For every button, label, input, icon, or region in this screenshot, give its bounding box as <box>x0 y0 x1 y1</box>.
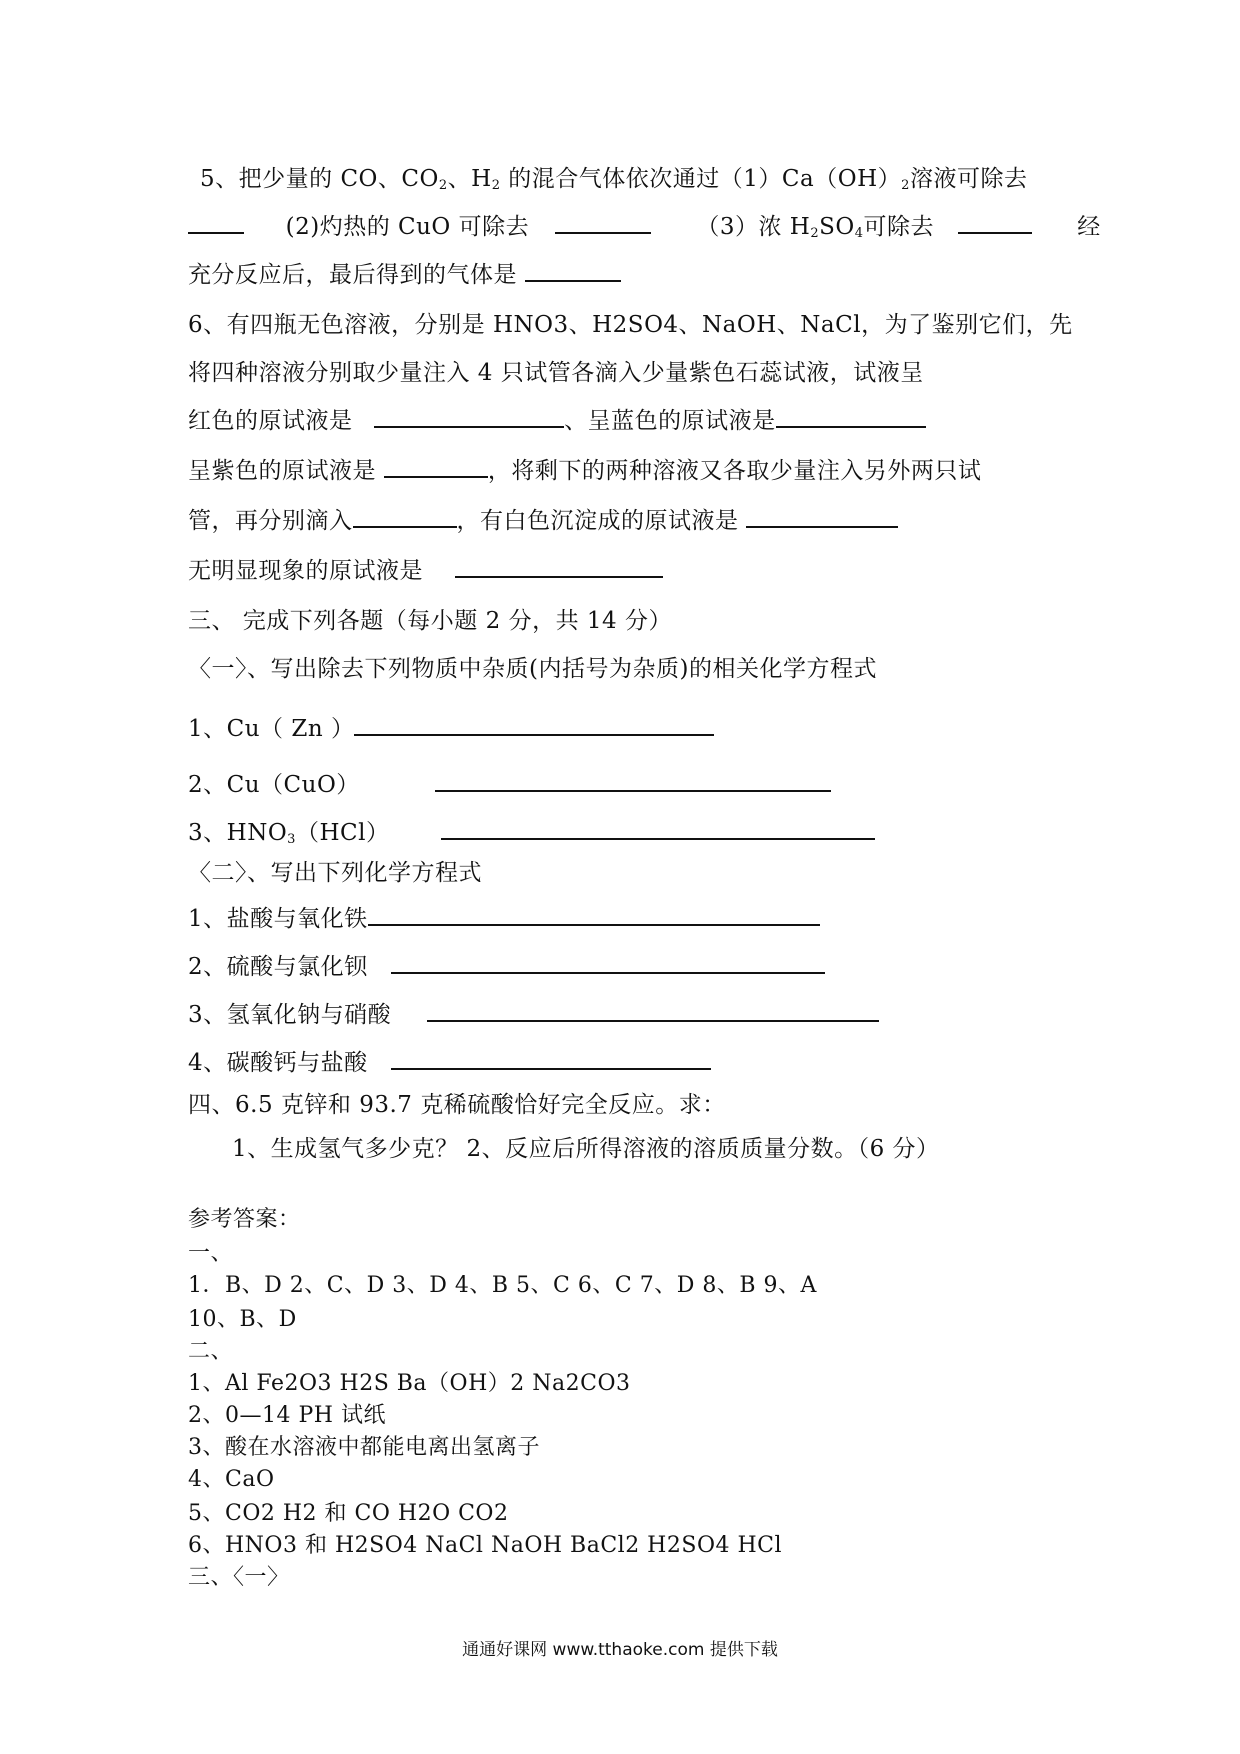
answer-blank[interactable] <box>384 456 488 478</box>
section-3-item-2: 2、Cu（CuO） <box>188 766 831 799</box>
section-3-eq-4: 4、碳酸钙与盐酸 <box>188 1044 711 1077</box>
answers-two-5: 5、CO2 H2 和 CO H2O CO2 <box>188 1501 509 1526</box>
answers-two-1: 1、Al Fe2O3 H2S Ba（OH）2 Na2CO3 <box>188 1371 631 1396</box>
answer-blank[interactable] <box>427 1000 879 1022</box>
section-3-eq-1: 1、盐酸与氧化铁 <box>188 900 820 933</box>
answer-blank[interactable] <box>455 556 663 578</box>
section-3-sub-1: 〈一〉、写出除去下列物质中杂质(内括号为杂质)的相关化学方程式 <box>188 656 877 682</box>
answer-blank[interactable] <box>368 904 820 926</box>
section-3-eq-3: 3、氢氧化钠与硝酸 <box>188 996 879 1029</box>
answer-blank[interactable] <box>525 260 621 282</box>
page-footer: 通通好课网 www.tthaoke.com 提供下载 <box>462 1640 778 1660</box>
section-4-line-2: 1、生成氢气多少克？ 2、反应后所得溶液的溶质质量分数。（6 分） <box>232 1136 940 1162</box>
section-3-eq-2: 2、硫酸与氯化钡 <box>188 948 825 981</box>
answer-blank[interactable] <box>391 952 825 974</box>
answers-two-2: 2、0—14 PH 试纸 <box>188 1403 386 1428</box>
answer-blank[interactable] <box>441 818 875 840</box>
q6-line-3: 红色的原试液是 、呈蓝色的原试液是 <box>188 402 926 435</box>
answers-three: 三、〈一〉 <box>188 1565 290 1590</box>
answers-two: 二、 <box>188 1339 234 1364</box>
answer-blank[interactable] <box>435 770 831 792</box>
section-3-title: 三、 完成下列各题（每小题 2 分，共 14 分） <box>188 608 672 634</box>
q6-line-6: 无明显现象的原试液是 <box>188 552 663 585</box>
answers-title: 参考答案： <box>188 1207 301 1232</box>
answer-blank[interactable] <box>354 714 714 736</box>
answers-one: 一、 <box>188 1241 234 1266</box>
answers-one-line-2: 10、B、D <box>188 1307 297 1332</box>
answer-blank[interactable] <box>746 506 898 528</box>
section-3-sub-2: 〈二〉、写出下列化学方程式 <box>188 860 482 886</box>
answer-blank[interactable] <box>188 212 244 234</box>
q6-line-5: 管，再分别滴入 ，有白色沉淀成的原试液是 <box>188 502 898 535</box>
q5-line-3: 充分反应后，最后得到的气体是 <box>188 256 621 289</box>
answer-blank[interactable] <box>555 212 651 234</box>
answer-blank[interactable] <box>776 406 926 428</box>
section-3-item-1: 1、Cu（ Zn ） <box>188 710 714 743</box>
answers-two-6: 6、HNO3 和 H2SO4 NaCl NaOH BaCl2 H2SO4 HCl <box>188 1533 783 1558</box>
answers-two-3: 3、酸在水溶液中都能电离出氢离子 <box>188 1435 540 1460</box>
q5-line-2: (2)灼热的 CuO 可除去 （3）浓 $H_2SO_4$可除去 经 <box>188 208 1101 241</box>
answer-blank[interactable] <box>958 212 1032 234</box>
answer-blank[interactable] <box>374 406 564 428</box>
section-4-line-1: 四、6.5 克锌和 93.7 克稀硫酸恰好完全反应。求： <box>188 1092 726 1118</box>
section-3-item-3: 3、$HNO_3(HCl)$ <box>188 814 875 847</box>
answers-one-line-1: 1．B、D 2、C、D 3、D 4、B 5、C 6、C 7、D 8、B 9、A <box>188 1273 817 1298</box>
q5-line-1: 5、把少量的 CO、$CO_2$、$H_2$ 的混合气体依次通过$(1)Ca(OH)_2$溶液可除去 <box>200 166 1028 193</box>
q6-line-2: 将四种溶液分别取少量注入 4 只试管各滴入少量紫色石蕊试液，试液呈 <box>188 360 924 386</box>
q6-line-4: 呈紫色的原试液是 ，将剩下的两种溶液又各取少量注入另外两只试 <box>188 458 982 484</box>
answer-blank[interactable] <box>391 1048 711 1070</box>
answer-blank[interactable] <box>353 506 457 528</box>
answers-two-4: 4、CaO <box>188 1467 275 1492</box>
q6-line-1: 6、有四瓶无色溶液，分别是 HNO3、H2SO4、NaOH、NaCl，为了鉴别它们，先 <box>188 312 1073 338</box>
